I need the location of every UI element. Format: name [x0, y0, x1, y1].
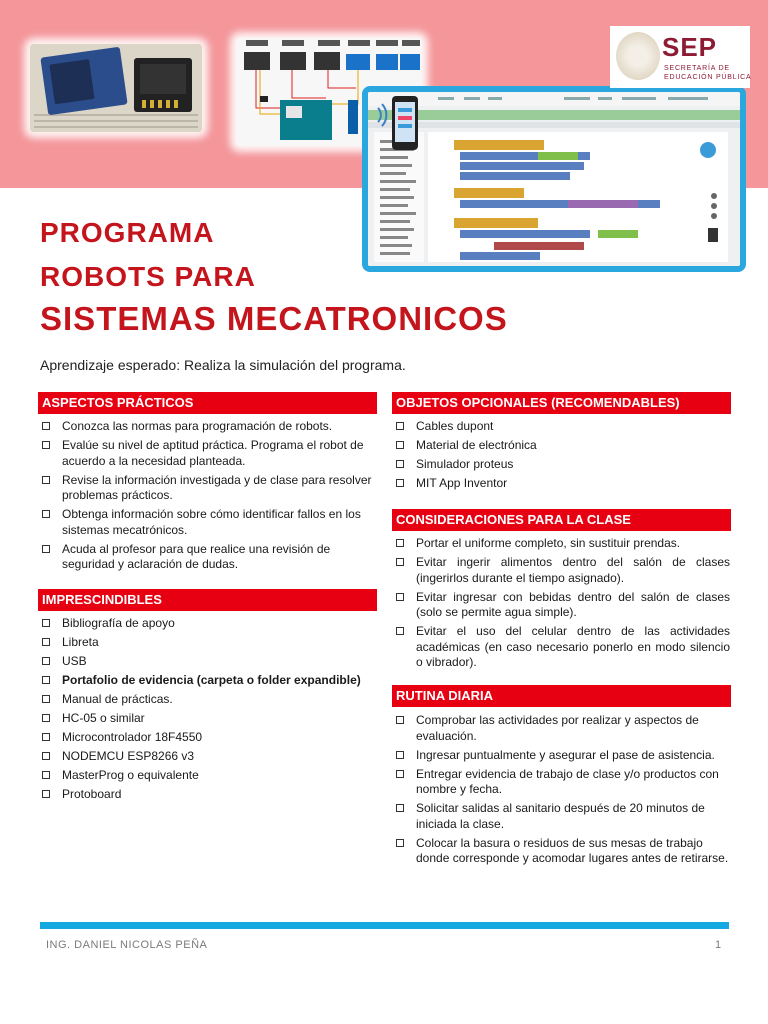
- sep-logo: [610, 26, 750, 88]
- checkbox-icon: [396, 441, 404, 449]
- checklist-item: NODEMCU ESP8266 v3: [40, 749, 385, 765]
- checklist-item: Colocar la basura o residuos de sus mesas de trabajo donde corresponde y acomodar lugares antes de retirarse.: [394, 836, 730, 867]
- checkbox-icon: [396, 751, 404, 759]
- checklist-item: Simulador proteus: [394, 457, 730, 473]
- checklist-item: Revise la información investigada y de clase para resolver problemas prácticos.: [40, 473, 378, 504]
- checkbox-icon: [396, 539, 404, 547]
- checkbox-icon: [396, 558, 404, 566]
- checkbox-icon: [396, 479, 404, 487]
- checkbox-icon: [42, 790, 50, 798]
- checklist-item: MasterProg o equivalente: [40, 768, 385, 784]
- phone-wifi-icon: [374, 94, 420, 154]
- consideraciones-list: [394, 536, 730, 674]
- checklist-item: Conozca las normas para programación de robots.: [40, 419, 378, 435]
- checkbox-icon: [42, 619, 50, 627]
- checklist-item: Cables dupont: [394, 419, 730, 435]
- sep-logo-title: SEP: [662, 32, 718, 62]
- checkbox-icon: [42, 545, 50, 553]
- title-line-3: SISTEMAS MECATRONICOS: [40, 300, 508, 337]
- checklist-item: Evitar ingerir alimentos dentro del salón de clases (ingerirlos durante el tiempo asignado).: [394, 555, 730, 586]
- title-line-2: ROBOTS PARA: [40, 261, 256, 292]
- checkbox-icon: [42, 657, 50, 665]
- checklist-item: Material de electrónica: [394, 438, 730, 454]
- objetos-header: OBJETOS OPCIONALES (RECOMENDABLES): [392, 392, 731, 414]
- checklist-item: MIT App Inventor: [394, 476, 730, 492]
- checkbox-icon: [42, 733, 50, 741]
- checkbox-icon: [42, 422, 50, 430]
- aspectos-header: ASPECTOS PRÁCTICOS: [38, 392, 377, 414]
- rutina-header: RUTINA DIARIA: [392, 685, 731, 707]
- checkbox-icon: [42, 441, 50, 449]
- checkbox-icon: [396, 839, 404, 847]
- checklist-item: Obtenga información sobre cómo identificar fallos en los sistemas mecatrónicos.: [40, 507, 378, 538]
- checkbox-icon: [396, 422, 404, 430]
- checklist-item: Portafolio de evidencia (carpeta o folder expandible): [40, 673, 385, 689]
- checklist-item: Manual de prácticas.: [40, 692, 385, 708]
- learning-outcome: Aprendizaje esperado: Realiza la simulación del programa.: [40, 357, 406, 373]
- bluetooth-module-photo: [30, 44, 202, 132]
- checklist-item: Evalúe su nivel de aptitud práctica. Programa el robot de acuerdo a la necesidad planteada.: [40, 438, 378, 469]
- mexico-seal-icon: [616, 32, 660, 80]
- checkbox-icon: [42, 676, 50, 684]
- checkbox-icon: [396, 804, 404, 812]
- checklist-item: Entregar evidencia de trabajo de clase y/o productos con nombre y fecha.: [394, 767, 730, 798]
- checkbox-icon: [396, 627, 404, 635]
- aspectos-list: [40, 419, 378, 576]
- checklist-item: Libreta: [40, 635, 385, 651]
- checklist-item: Acuda al profesor para que realice una revisión de seguridad y aclaración de dudas.: [40, 542, 378, 573]
- checkbox-icon: [396, 716, 404, 724]
- checklist-item: HC-05 o similar: [40, 711, 385, 727]
- checklist-item: Portar el uniforme completo, sin sustituir prendas.: [394, 536, 730, 552]
- checkbox-icon: [396, 770, 404, 778]
- checkbox-icon: [42, 510, 50, 518]
- consideraciones-header: CONSIDERACIONES PARA LA CLASE: [392, 509, 731, 531]
- footer-author: ING. DANIEL NICOLAS PEÑA: [46, 939, 208, 951]
- checkbox-icon: [42, 638, 50, 646]
- checkbox-icon: [42, 771, 50, 779]
- page-number: 1: [715, 939, 722, 951]
- checkbox-icon: [42, 714, 50, 722]
- checkbox-icon: [42, 695, 50, 703]
- checkbox-icon: [42, 752, 50, 760]
- checklist-item: Evitar ingresar con bebidas dentro del salón de clases (solo se permite agua simple).: [394, 590, 730, 621]
- checklist-item: Evitar el uso del celular dentro de las actividades académicas (en caso necesario ponerlo en modo silencio o vibrador).: [394, 624, 730, 671]
- rutina-list: [394, 713, 730, 870]
- checkbox-icon: [42, 476, 50, 484]
- objetos-list: [394, 419, 730, 495]
- checkbox-icon: [396, 460, 404, 468]
- footer-divider: [40, 922, 729, 929]
- checklist-item: Microcontrolador 18F4550: [40, 730, 385, 746]
- checklist-item: Bibliografía de apoyo: [40, 616, 385, 632]
- checklist-item: Protoboard: [40, 787, 385, 803]
- sep-logo-subtitle: SECRETARÍA DE EDUCACIÓN PÚBLICA: [664, 65, 752, 81]
- checklist-item: USB: [40, 654, 385, 670]
- title-line-1: PROGRAMA: [40, 217, 215, 248]
- checkbox-icon: [396, 593, 404, 601]
- imprescindibles-list: [40, 616, 385, 806]
- checklist-item: Comprobar las actividades por realizar y aspectos de evaluación.: [394, 713, 730, 744]
- checklist-item: Ingresar puntualmente y asegurar el pase de asistencia.: [394, 748, 730, 764]
- checklist-item: Solicitar salidas al sanitario después de 20 minutos de iniciada la clase.: [394, 801, 730, 832]
- imprescindibles-header: IMPRESCINDIBLES: [38, 589, 377, 611]
